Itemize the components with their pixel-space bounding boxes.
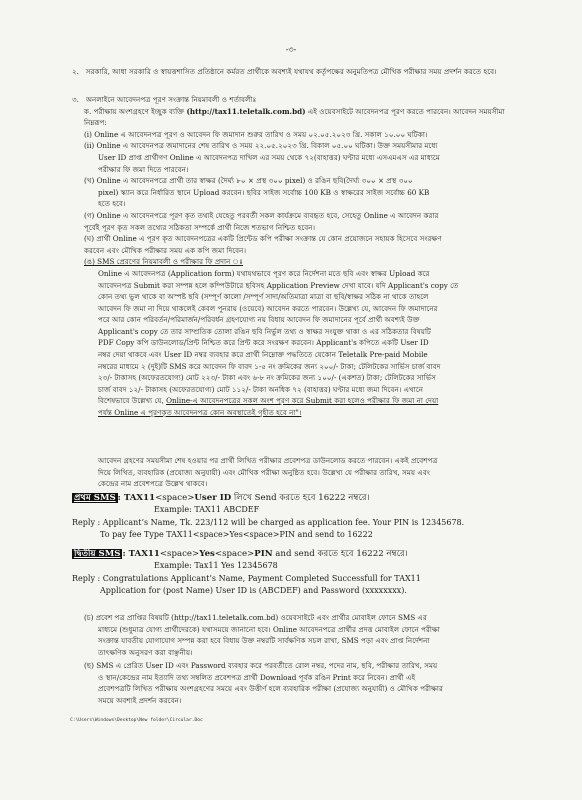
cmd-space-2: <space> bbox=[214, 549, 255, 559]
second-sms-reply-2: Application for (post Name) User ID is (ABCDEF) and Password (xxxxxxxx). bbox=[100, 586, 407, 595]
website-link[interactable]: (http://tax11.teletalk.com.bd) bbox=[186, 106, 306, 116]
clause-ngo-line: কোন তথ্য ভুল থাকে বা অস্পষ্ট ছবি (সম্পূর্ণ কালো /সম্পূর্ণ সাদা/অতিমাত্রা মাত্রা বা ছবি/স্বাক্ষর সঠিক না থাকে তাহলে bbox=[98, 292, 429, 302]
para-3-number: ৩. bbox=[72, 95, 79, 104]
clause-gha-line2: করবেন এবং মৌখিক পরীক্ষার সময় এক কপি জমা দিবেন। bbox=[84, 245, 247, 255]
clause-ngo-emphasis-2: পর্যন্ত Online এ পূরণকৃত আবেদনপত্র কোন অবস্থাতেই গৃহীত হবে না"। bbox=[98, 408, 302, 418]
clause-gha-line1: (ঘ) প্রার্থী Online এ পূরণ কৃত আবেদনপত্রের একটি প্রিন্টেড কপি পরীক্ষা সংক্রান্ত যে কোন প্রয়োজনে সহায়ক হিসেবে সংরক্ষণ bbox=[84, 234, 442, 244]
clause-ngo-line: আবেদন ফি জমা না দিয়ে থাকলেই কেবল পুনরায় (ওয়েবে) আবেদন করতে পারবেন। উল্লেখ্য যে, আবেদন ফি জমাদানের bbox=[98, 303, 438, 313]
clause-ka-tail: এই ওয়েবসাইটে আবেদনপত্র পূরণ করতে পারবেন। আবেদন সময়সীমা নিম্নরূপ: bbox=[84, 106, 505, 128]
clause-chha bbox=[84, 660, 524, 706]
clause-kha-line3: হতে হবে। bbox=[98, 199, 126, 209]
cmd-space: <space> bbox=[155, 493, 195, 503]
clause-ngo-line: Applicant's copy তে তার সাম্প্রতিক তোলা রঙিন ছবি নির্ভুল তথ্য ও স্বাক্ষর সংযুক্ত থাকা ও এর সঠিকতার বিষয়টি bbox=[98, 326, 431, 336]
clause-kha-line2: pixel) স্ক্যান করে নির্ধারিত স্থানে Upload করবেন। ছবির সাইজ সর্বোচ্চ 100 KB ও স্বাক্ষরের সাইজ সর্বোচ্চ 60 KB bbox=[98, 187, 430, 197]
para-2-text bbox=[72, 66, 522, 78]
cmd-keyword: : TAX11 bbox=[117, 493, 156, 503]
clause-ngo-line: ২৩/- টাকাসহ (অফেরতযোগ্য) মোট ২২৩/- টাকা এবং ৬-৮ নং ক্রমিকের জন্য ১০০/- (একশত) টাকা; টেলিটকের সার্ভিস bbox=[98, 373, 436, 383]
clause-ngo-line: নম্বরের মাধ্যমে ২ (দুই)টি SMS করে আবেদন ফি বাবদ ১-৫ নং ক্রমিকের জন্য ২০০/- টাকা; টেলিটকের সার্ভিস চার্জ বাবদ bbox=[98, 361, 441, 371]
cmd-userid: User ID bbox=[194, 493, 232, 503]
page-number: -৩- bbox=[285, 45, 297, 54]
clause-ii-line3: পরীক্ষার ফি জমা দিতে পারবেন। bbox=[98, 164, 189, 174]
first-sms-reply-2: To pay fee Type TAX11<space>Yes<space>PIN and send to 16222 bbox=[100, 530, 373, 539]
clause-ka bbox=[72, 106, 522, 129]
clause-cha-line2: মাধ্যমে (শুধুমাত্র যোগ্য প্রার্থীদেরকে) যথাসময়ে জানানো হবে। Online আবেদনপত্রে প্রার্থীর প্রদত্ত মোবাইল ফোনে পরীক্ষা bbox=[98, 624, 440, 634]
first-sms-example: Example: TAX11 ABCDEF bbox=[154, 505, 260, 514]
second-sms-example: Example: Tax11 Yes 12345678 bbox=[154, 561, 278, 570]
cmd-pin: PIN bbox=[254, 549, 273, 559]
clause-ngo-line: পরে আর কোন পরিবর্তন/পরিমার্জন/পরিবর্ধন গ্রহণযোগ্য নয় বিধায় আবেদন ফি জমাদানের পূর্বে প্রার্থী অবশ্যই উক্ত bbox=[98, 315, 420, 325]
para-2-number: ২. bbox=[72, 67, 79, 76]
second-sms-reply-1: Reply : Congratulations Applicant’s Name, Payment Completed Successfull for TAX11 bbox=[72, 573, 421, 583]
cmd-instruction: লিখে Send করতে হবে 16222 নম্বরে। bbox=[231, 493, 370, 503]
cmd-keyword: : TAX11 bbox=[122, 549, 160, 559]
clause-kha-line1: (খ) Online এ আবেদনপত্রে প্রার্থী তার স্বাক্ষর (দৈর্ঘ্য ৮০ × প্রস্থ ৩০০ pixel) ও রঙিন ছবি(দৈর্ঘ্য ৩০০ × প্রস্থ ৩০০ bbox=[84, 176, 413, 186]
clause-chha-line3: প্রবেশপত্রটি লিখিত পরীক্ষায় অংশগ্রহণের সময়ে এবং উত্তীর্ণ হলে ব্যবহারিক পরীক্ষা (প্রযোজ্য অনুযায়ী) ও মৌখিক পরীক্ষার bbox=[98, 684, 443, 694]
clause-ga-line2: পূর্বেই পূরণ কৃত সকল তথ্যের সঠিকতা সম্পর্কে প্রার্থী নিজে শতভাগ নিশ্চিত হবেন। bbox=[84, 222, 316, 232]
clause-ngo-line: আবেদনপত্র Submit করা সম্পন্ন হলে কম্পিউটারে ছবিসহ Application Preview দেখা যাবে। যদি Applicant's copy তে bbox=[98, 280, 459, 290]
first-sms-reply-1: Reply : Applicant’s Name, Tk. 223/112 will be charged as application fee. Your PIN is 12345678. bbox=[72, 517, 465, 527]
cmd-yes: Yes bbox=[199, 549, 215, 559]
clause-ga-line1: (গ) Online এ আবেদনপত্রে পূরণ কৃত তথ্যই যেহেতু পরবর্তী সকল কার্যক্রমে ব্যবহৃত হবে, সেহেতু Online এ আবেদন করার bbox=[84, 210, 439, 220]
clause-ngo-emphasis-1 bbox=[72, 395, 522, 407]
paragraph-2 bbox=[72, 66, 522, 78]
clause-cha-line3: সংক্রান্ত যাবতীয় যোগাযোগ সম্পন্ন করা হবে বিধায় উক্ত নম্বরটি সার্বক্ষণিক সচল রাখা, SMS পড়া এবং প্রাপ্ত নির্দেশনা bbox=[98, 636, 430, 646]
clause-ngo-body bbox=[72, 268, 522, 396]
second-sms-tag: দ্বিতীয় SMS bbox=[74, 549, 121, 559]
note-line-3: কেন্দ্রের নাম প্রবেশপত্রে উল্লেখ থাকবে। bbox=[98, 479, 208, 489]
clause-ngo-line: PDF Copy কপি ডাউনলোড/প্রিন্ট নিশ্চিত করে প্রিন্ট করে সংরক্ষণ করবেন। Applicant's কপিতে একটি User ID bbox=[98, 338, 429, 348]
second-sms-block bbox=[72, 548, 528, 598]
clause-ngo-line: নম্বর দেয়া থাকবে এবং User ID নম্বর ব্যবহার করে প্রার্থী নিম্নোক্ত পদ্ধতিতে যেকোন Teletalk Pre-paid Mobile bbox=[98, 350, 428, 360]
clause-chha-line1: (ছ) SMS এ প্রেরিত User ID এবং Password ব্যবহার করে পরবর্তীতে রোল নম্বর, পদের নাম, ছবি, পরীক্ষার তারিখ, সময় bbox=[84, 661, 438, 670]
clause-cha-line1: (চ) প্রবেশ পত্র প্রাপ্তির বিষয়টি (http://tax11.teletalk.com.bd) ওয়েবসাইটে এবং প্রার্থীর মোবাইল ফোনে SMS এর bbox=[84, 613, 427, 622]
para-3-heading bbox=[72, 94, 522, 106]
footer-file-path: C:\Users\Windows\Desktop\New folder\Circular.Doc bbox=[70, 718, 203, 723]
note-line-1: আবেদন গ্রহণের সময়সীমা শেষ হওয়ার পর প্রার্থী লিখিত পরীক্ষার প্রবেশপত্র ডাউনলোড করতে পারবেন। একই প্রবেশপত্র bbox=[98, 456, 438, 465]
note-line-2: দিয়ে লিখিত, ব্যবহারিক (প্রযোজ্য অনুযায়ী) এবং মৌখিক পরীক্ষা অনুষ্ঠিত হবে। উল্লেখ্য যে পরীক্ষার তারিখ, সময় এবং bbox=[98, 467, 430, 477]
first-sms-block bbox=[72, 492, 528, 542]
second-sms-command bbox=[72, 548, 528, 560]
first-sms-tag: প্রথম SMS bbox=[74, 493, 116, 503]
para-2-body: সরকারি, আধা সরকারি ও স্বায়ত্তশাসিত প্রতিষ্ঠানে কর্মরত প্রার্থীকে অবশ্যই যথাযথ কর্তৃপক্ষের অনুমতিপত্র মৌখিক পরীক্ষার সময় প্রদর্শন করতে হবে। bbox=[85, 67, 497, 76]
clause-ii-line2: User ID প্রাপ্ত প্রার্থীগণ Online এ আবেদনপত্র দাখিল এর সময় থেকে ৭২(বাহাত্তর) ঘণ্টার মধ্যে এসএমএস এর মাধ্যমে bbox=[98, 152, 440, 162]
clause-chha-line4: সময়ে অবশ্যই প্রদর্শন করবেন। bbox=[98, 695, 182, 705]
para-3-title: অনলাইনে আবেদনপত্র পূরণ সংক্রান্ত নিয়মাবলী ও শর্তাবলীঃ bbox=[85, 95, 257, 104]
clause-ii-line1: (ii) Online এ আবেদনপত্র জমাদানের শেষ তারিখ ও সময় ২২.০৫.২০২৩ খ্রি. বিকাল ০৫.০০ ঘটিকা। উক্ত সময়সীমার মধ্যে bbox=[84, 141, 438, 151]
emphasis-underlined-1: Online-এ আবেদনপত্রের সকল অংশ পূরণ করে Submit করা হলেও পরীক্ষার ফি জমা না দেয়া bbox=[166, 396, 439, 406]
clause-i: (i) Online এ আবেদনপত্র পূরণ ও আবেদন ফি জমাদান শুরুর তারিখ ও সময় ০২.০৫.২০২৩ খ্রি. সকাল ১০.০০ ঘটিকা। bbox=[84, 129, 428, 139]
clause-ka-text: ক. পরীক্ষায় অংশগ্রহণে ইচ্ছুক ব্যক্তি bbox=[84, 106, 187, 116]
admit-card-note bbox=[98, 455, 524, 490]
cmd-instruction: and send করতে হবে 16222 নম্বরে। bbox=[272, 549, 408, 559]
clause-cha bbox=[84, 612, 524, 658]
clause-ngo-line: Online এ আবেদনপত্র (Application form) যথাযথভাবে পূরণ করে নির্দেশনা মতে ছবি এবং স্বাক্ষর Upload করে bbox=[98, 268, 430, 278]
clause-ngo-line: চার্জ বাবদ ১২/- টাকাসহ (অফেরতযোগ্য) মোট ১১২/- টাকা অনধিক ৭২ (বাহাত্তর) ঘণ্টার মধ্যে জমা দিবেন। এখানে bbox=[98, 384, 424, 394]
clause-cha-line4: তাৎক্ষণিক অনুসরণ করা বাঞ্ছনীয়। bbox=[98, 647, 193, 657]
first-sms-command bbox=[72, 492, 528, 504]
clause-chha-line2: ও স্থান/কেন্দ্রের নাম ইত্যাদি তথ্য সম্বলিত প্রবেশপত্র প্রার্থী Download পূর্বক রঙিন Print করে নিবেন। প্রার্থী এই bbox=[98, 672, 416, 682]
paragraph-3 bbox=[72, 94, 522, 419]
clause-ngo-heading: (ঙ) SMS প্রেরণের নিয়মাবলী ও পরীক্ষার ফি প্রদান ঃ bbox=[84, 257, 243, 267]
emphasis-lead: বিশেষভাবে উল্লেখ্য যে, bbox=[98, 396, 167, 406]
cmd-space-1: <space> bbox=[159, 549, 200, 559]
